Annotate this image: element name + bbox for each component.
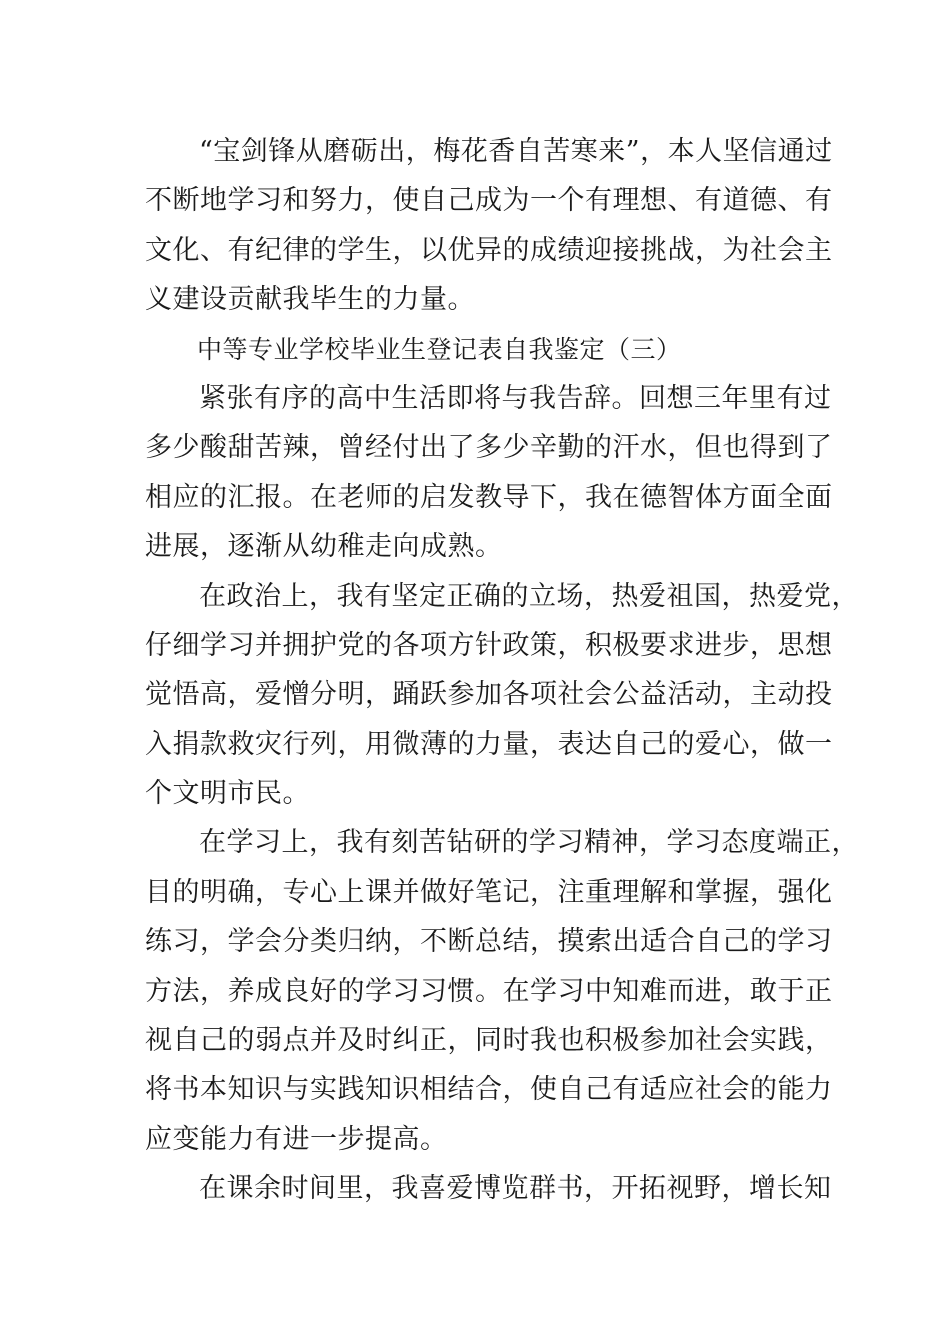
text-line: 练习，学会分类归纳，不断总结，摸索出适合自己的学习 — [145, 926, 833, 958]
text-line: 在课余时间里，我喜爱博览群书，开拓视野，增长知 — [199, 1173, 832, 1205]
text-line: 觉悟高，爱憎分明，踊跃参加各项社会公益活动，主动投 — [145, 679, 833, 711]
paragraph-1 — [145, 127, 833, 325]
text-line: 方法，养成良好的学习习惯。在学习中知难而进，敢于正 — [145, 975, 833, 1007]
paragraph-5 — [145, 1164, 832, 1213]
text-line: “宝剑锋从磨砺出，梅花香自苦寒来”，本人坚信通过 — [199, 136, 833, 167]
text-line: 个文明市民。 — [145, 778, 310, 810]
paragraph-2 — [145, 374, 833, 572]
text-line: 在政治上，我有坚定正确的立场，热爱祖国，热爱党， — [199, 580, 859, 612]
text-line: 目的明确，专心上课并做好笔记，注重理解和掌握，强化 — [145, 876, 833, 908]
text-line: 紧张有序的高中生活即将与我告辞。回想三年里有过 — [199, 382, 832, 414]
text-line: 在学习上，我有刻苦钻研的学习精神，学习态度端正， — [199, 827, 859, 859]
text-line: 不断地学习和努力，使自己成为一个有理想、有道德、有 — [145, 185, 833, 217]
paragraph-4 — [145, 818, 859, 1164]
text-line: 多少酸甜苦辣，曾经付出了多少辛勤的汗水，但也得到了 — [145, 432, 833, 464]
text-line: 应变能力有进一步提高。 — [145, 1123, 448, 1155]
text-line: 视自己的弱点并及时纠正，同时我也积极参加社会实践， — [145, 1025, 833, 1057]
section-heading — [145, 325, 825, 374]
text-line: 相应的汇报。在老师的启发教导下，我在德智体方面全面 — [145, 481, 833, 513]
text-line: 将书本知识与实践知识相结合，使自己有适应社会的能力 — [145, 1074, 833, 1106]
text-line: 文化、有纪律的学生，以优异的成绩迎接挑战，为社会主 — [145, 234, 833, 266]
section-heading-text: 中等专业学校毕业生登记表自我鉴定（三） — [197, 334, 682, 364]
text-line: 仔细学习并拥护党的各项方针政策，积极要求进步，思想 — [145, 629, 833, 661]
text-line: 义建设贡献我毕生的力量。 — [145, 284, 475, 316]
paragraph-3 — [145, 572, 859, 819]
document-body — [145, 127, 859, 1214]
text-line: 入捐款救灾行列，用微薄的力量，表达自己的爱心，做一 — [145, 728, 833, 760]
text-line: 进展，逐渐从幼稚走向成熟。 — [145, 531, 503, 563]
